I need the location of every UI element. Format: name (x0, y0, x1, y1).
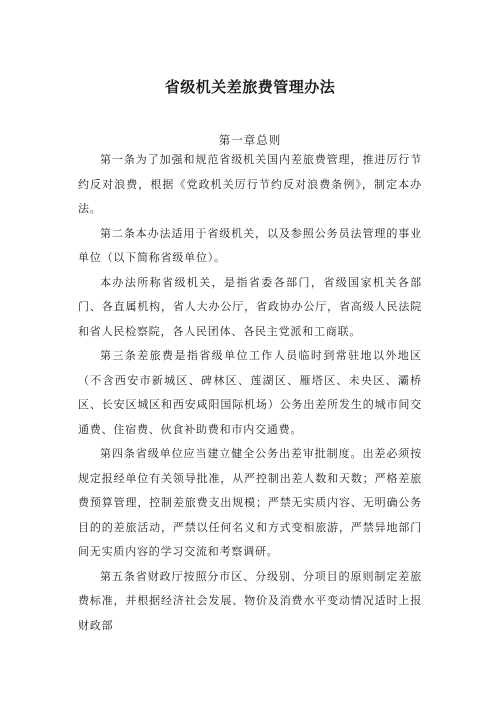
paragraph-article-3: 第三条差旅费是指省级单位工作人员临时到常驻地以外地区（不含西安市新城区、碑林区、莲湖区、雁塔区、未央区、灞桥区、长安区城区和西安咸阳国际机场）公务出差所发生的城市间交通费、住宿费、伙食补助费和市内交通费。 (78, 349, 422, 436)
document-title: 省级机关差旅费管理办法 (164, 78, 336, 96)
paragraph-definition: 本办法所称省级机关，是指省委各部门，省级国家机关各部门、各直属机构，省人大办公厅，省政协办公厅，省高级人民法院和省人民检察院，各人民团体、各民主党派和工商联。 (78, 275, 422, 338)
paragraph-article-1: 第一条为了加强和规范省级机关国内差旅费管理，推进厉行节约反对浪费，根据《党政机关厉行节约反对浪费条例》，制定本办法。 (78, 153, 422, 215)
paragraph-article-4: 第四条省级单位应当建立健全公务出差审批制度。出差必须按规定报经单位有关领导批准，从严控制出差人数和天数；严格差旅费预算管理，控制差旅费支出规模；严禁无实质内容、无明确公务目的的差旅活动，严禁以任何名义和方式变相旅游，严禁异地部门间无实质内容的学习交流和考察调研。 (78, 447, 422, 558)
paragraph-article-5: 第五条省财政厅按照分市区、分级别、分项目的原则制定差旅费标准，并根据经济社会发展、物价及消费水平变动情况适时上报财政部 (78, 569, 422, 632)
paragraph-article-2: 第二条本办法适用于省级机关，以及参照公务员法管理的事业单位（以下简称省级单位）。 (78, 226, 422, 264)
document-body (78, 148, 422, 638)
chapter-heading: 第一章总则 (218, 133, 282, 147)
